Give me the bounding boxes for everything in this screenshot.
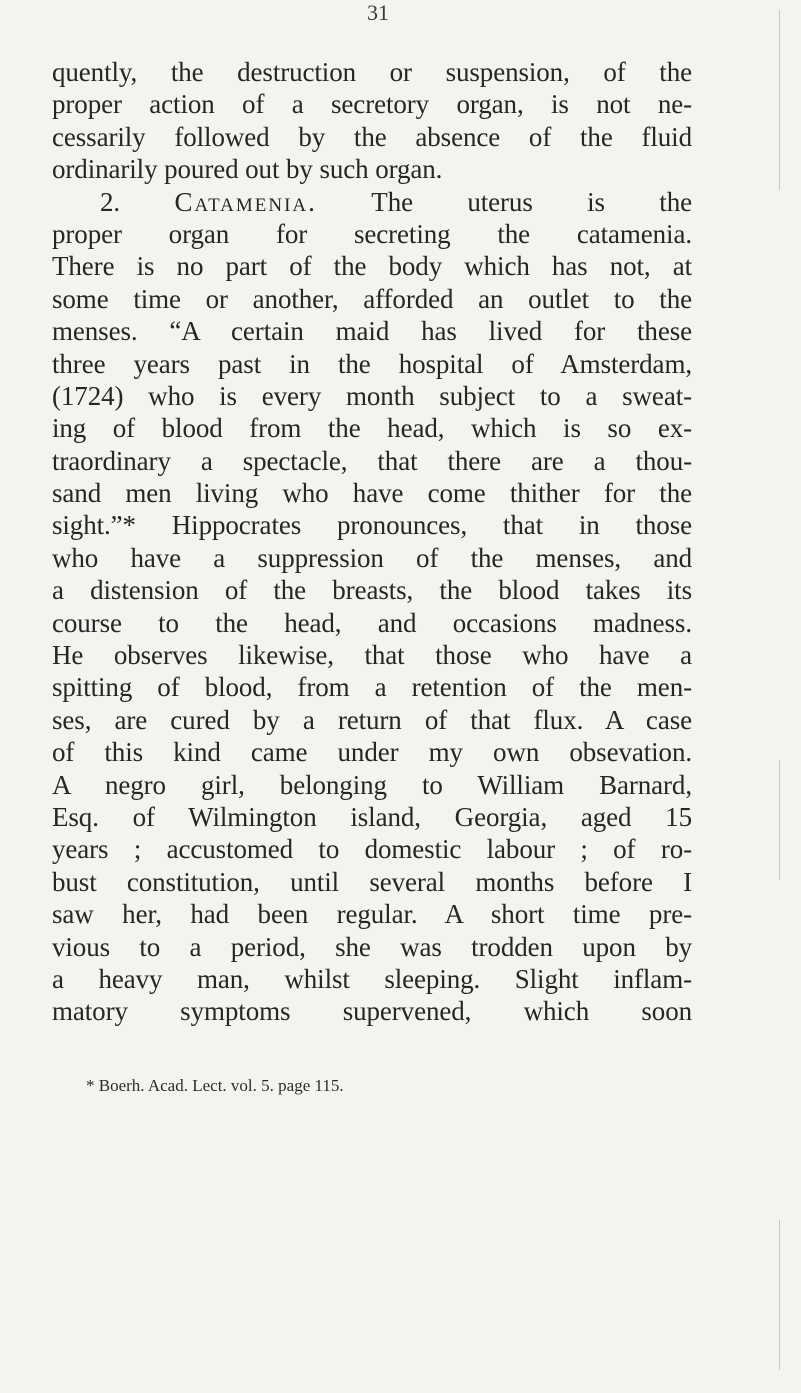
text-line: proper action of a secretory organ, is not ne- bbox=[52, 89, 692, 120]
text-line: three years past in the hospital of Amsterdam, bbox=[52, 348, 692, 379]
text-line: sand men living who have come thither for the bbox=[52, 478, 692, 509]
text-line: ses, are cured by a return of that flux. A case bbox=[52, 704, 692, 735]
text-line: ing of blood from the head, which is so ex- bbox=[52, 413, 692, 444]
text-line: quently, the destruction or suspension, of the bbox=[52, 57, 692, 87]
body-text bbox=[52, 56, 692, 1028]
text-line: He observes likewise, that those who have a bbox=[52, 640, 692, 671]
section-number: 2. bbox=[100, 186, 121, 217]
text-line: spitting of blood, from a retention of the men- bbox=[52, 672, 692, 703]
page-edge-mark bbox=[779, 1220, 780, 1370]
text-line: course to the head, and occasions madness. bbox=[52, 607, 692, 638]
text-line: proper organ for secreting the catamenia. bbox=[52, 218, 692, 249]
text-line: some time or another, afforded an outlet to the bbox=[52, 283, 692, 314]
text-line: menses. “A certain maid has lived for these bbox=[52, 316, 692, 347]
footnote: * Boerh. Acad. Lect. vol. 5. page 115. bbox=[86, 1076, 344, 1095]
text-line: bust constitution, until several months before I bbox=[52, 866, 692, 897]
text-line: The uterus is the bbox=[371, 186, 692, 217]
section-heading bbox=[100, 187, 317, 217]
text-line: cessarily followed by the absence of the fluid bbox=[52, 121, 692, 152]
text-line: sight.”* Hippocrates pronounces, that in those bbox=[52, 510, 692, 541]
text-line: a heavy man, whilst sleeping. Slight inflam- bbox=[52, 963, 692, 994]
text-line: ordinarily poured out by such organ. bbox=[52, 154, 443, 185]
text-line: of this kind came under my own obsevation. bbox=[52, 737, 692, 768]
text-line: A negro girl, belonging to William Barnard, bbox=[52, 769, 692, 800]
text-line: vious to a period, she was trodden upon by bbox=[52, 931, 692, 962]
text-line: saw her, had been regular. A short time pre- bbox=[52, 899, 692, 930]
page-number: 31 bbox=[367, 0, 389, 25]
text-line: Esq. of Wilmington island, Georgia, aged 15 bbox=[52, 801, 692, 832]
text-line: There is no part of the body which has not, at bbox=[52, 251, 692, 282]
text-line: (1724) who is every month subject to a sweat- bbox=[52, 380, 692, 411]
page-edge-mark bbox=[779, 760, 780, 880]
section-title: Catamenia. bbox=[174, 186, 317, 217]
text-line: years ; accustomed to domestic labour ; of ro- bbox=[52, 834, 692, 865]
page-edge-mark bbox=[779, 10, 780, 190]
text-line: a distension of the breasts, the blood takes its bbox=[52, 575, 692, 606]
text-line: matory symptoms supervened, which soon bbox=[52, 996, 692, 1027]
section-heading-line bbox=[52, 186, 692, 218]
text-line: traordinary a spectacle, that there are a thou- bbox=[52, 445, 692, 476]
text-line: who have a suppression of the menses, and bbox=[52, 542, 692, 573]
